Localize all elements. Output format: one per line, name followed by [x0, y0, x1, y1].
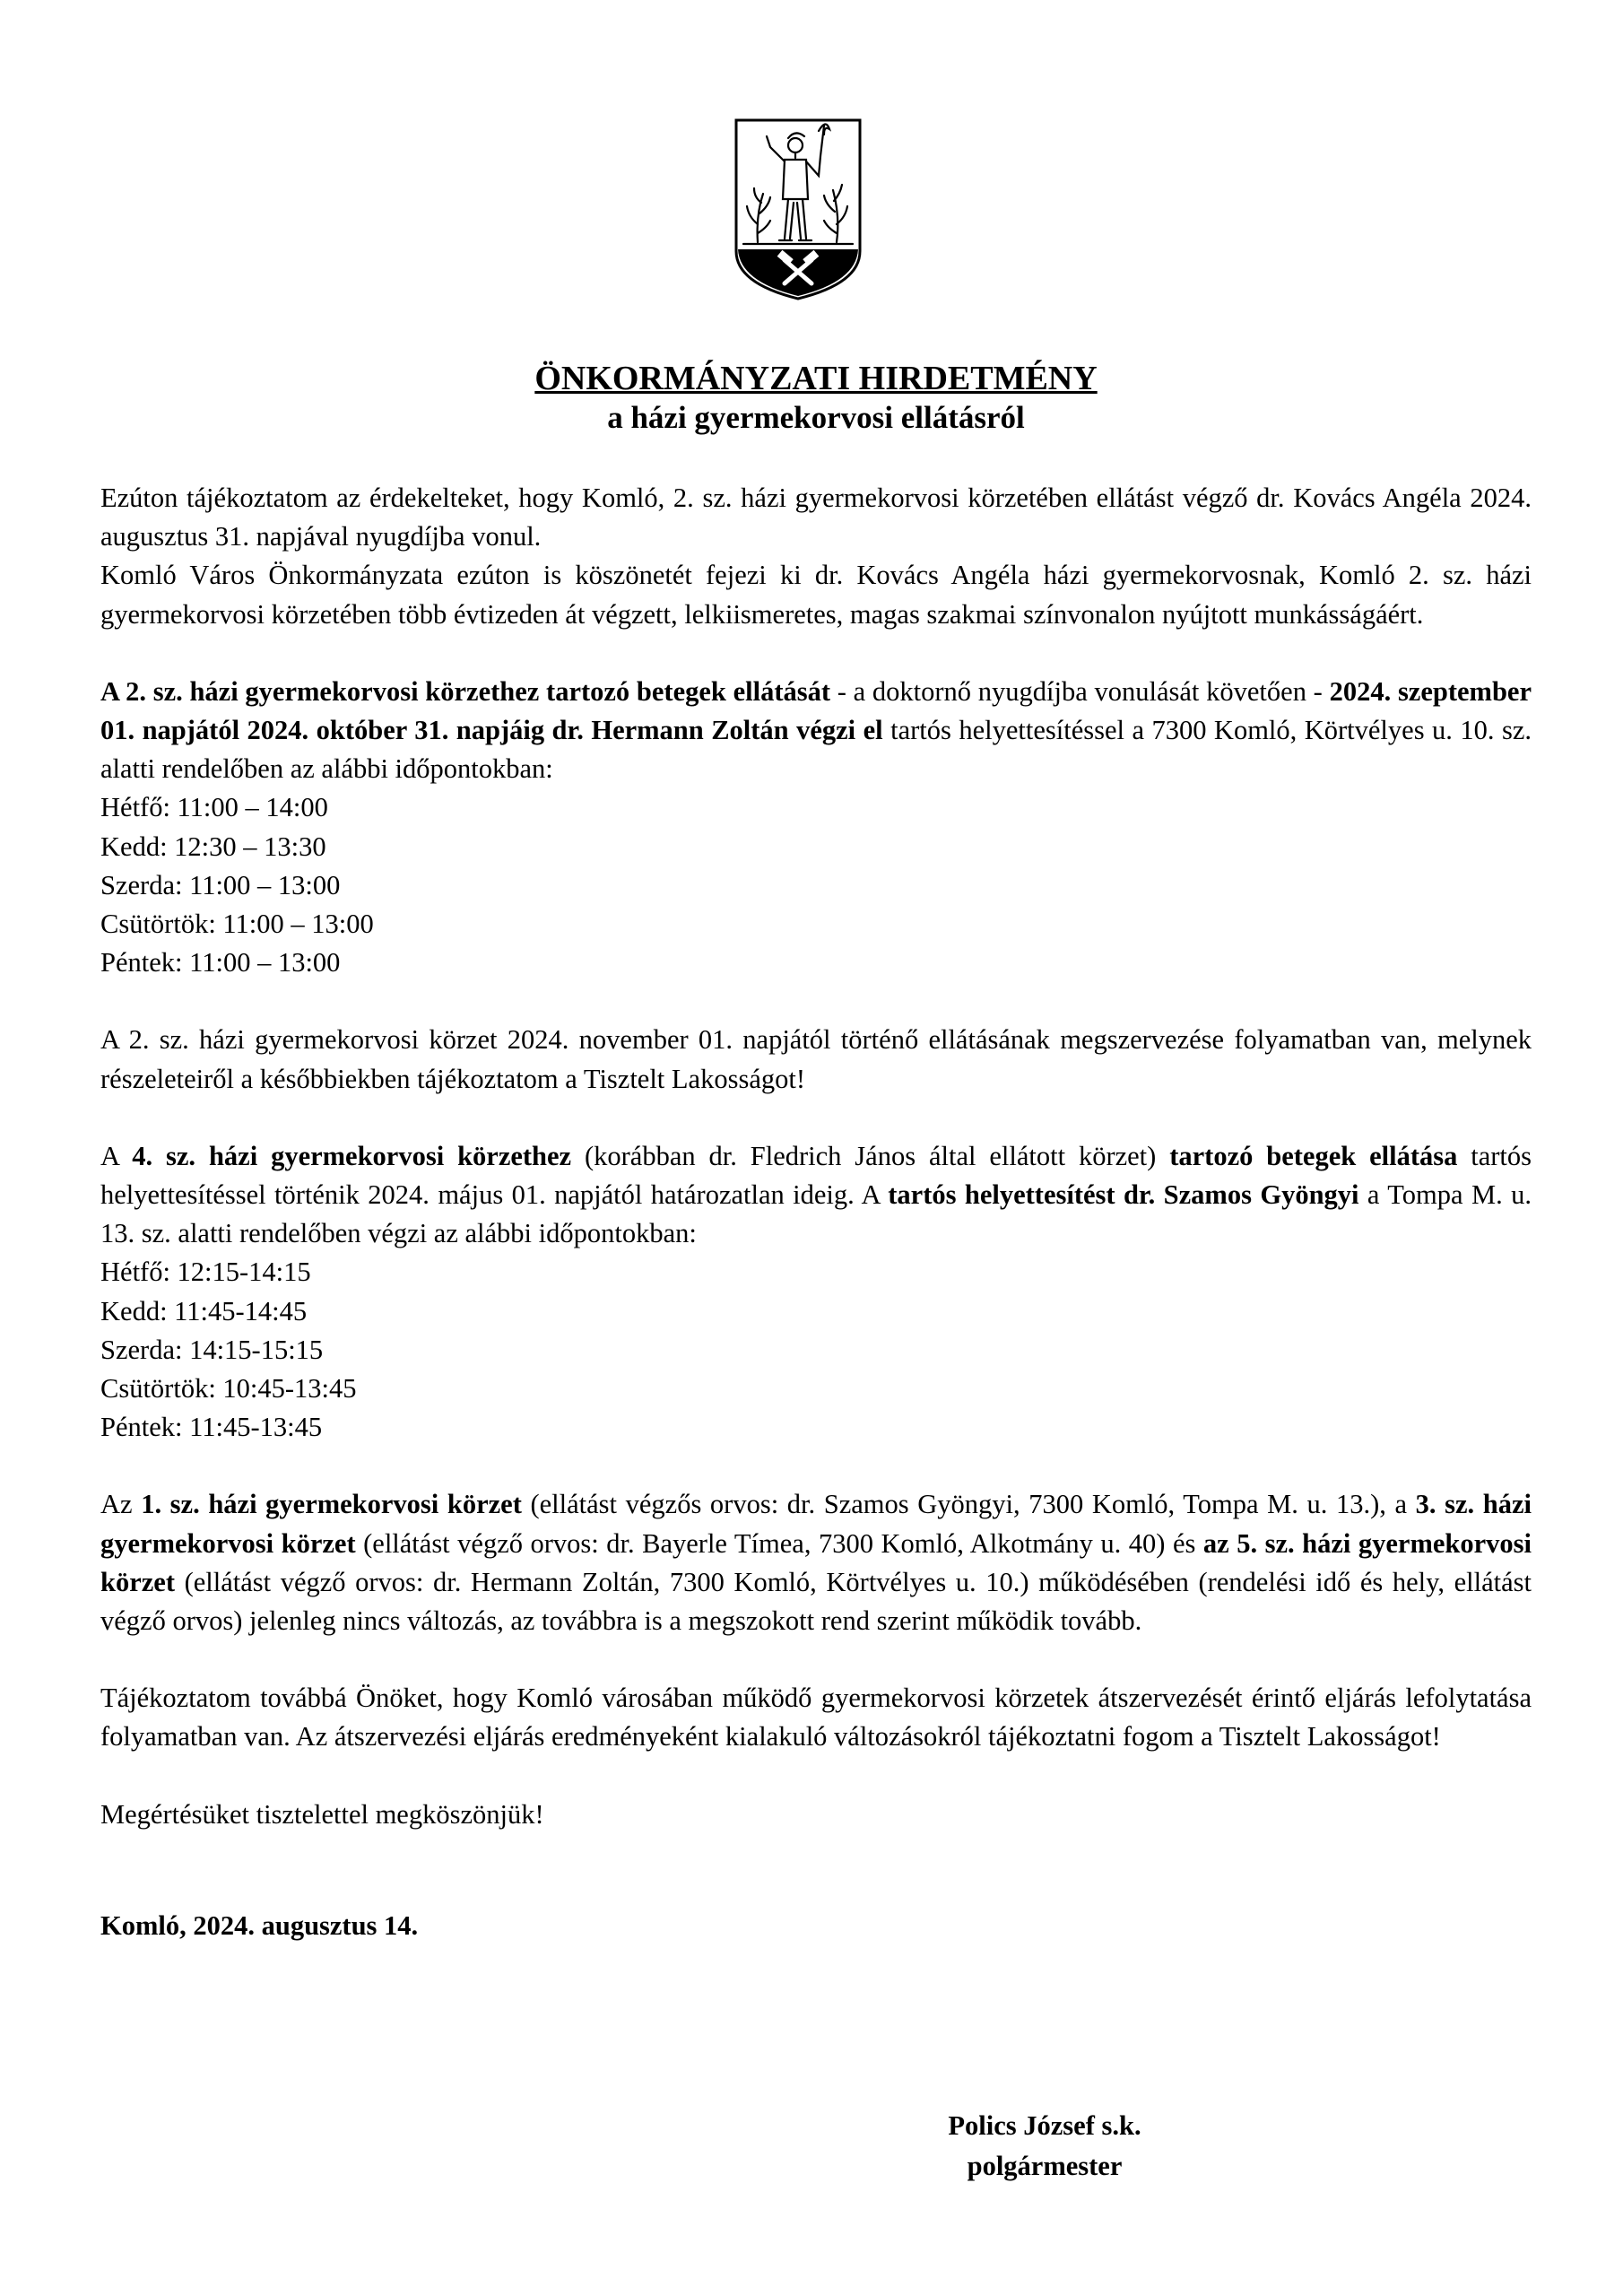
- schedule-row: Hétfő: 11:00 – 14:00: [100, 792, 328, 823]
- schedule-row: Péntek: 11:00 – 13:00: [100, 947, 341, 978]
- schedule-row: Csütörtök: 11:00 – 13:00: [100, 909, 374, 940]
- district-4-text: A 4. sz. házi gyermekorvosi körzethez (korábban dr. Fledrich János által ellátott körzet) tartozó betegek ellátása tartós helyettesítéssel történik 2024. május 01. napjától határozatlan ideig. A tartós helyettesítést dr. Szamos Gyöngyi a Tompa M. u. 13. sz. alatti rendelőben végzi az alábbi időpontokban:: [100, 1140, 1532, 1249]
- schedule-row: Csütörtök: 10:45-13:45: [100, 1373, 357, 1405]
- district-2-future-text: A 2. sz. házi gyermekorvosi körzet 2024. november 01. napjától történő ellátásának megszervezése folyamatban van, melynek részeleteiről a későbbiekben tájékoztatom a Tisztelt Lakosságot!: [100, 1024, 1532, 1094]
- page-subtitle: a házi gyermekorvosi ellátásról: [607, 400, 1025, 435]
- district-2-schedule: [100, 788, 1532, 982]
- district-4-schedule: [100, 1253, 1532, 1447]
- signatory-role: polgármester: [967, 2151, 1123, 2181]
- closing-text: Megértésüket tisztelettel megköszönjük!: [100, 1798, 544, 1830]
- paragraph-other-districts: [100, 1485, 1532, 1640]
- paragraph-reorganization: [100, 1679, 1532, 1756]
- schedule-row: Szerda: 14:15-15:15: [100, 1334, 324, 1365]
- district-2-text: A 2. sz. házi gyermekorvosi körzethez tartozó betegek ellátását - a doktornő nyugdíjba vonulását követően - 2024. szeptember 01. napjától 2024. október 31. napjáig dr. Hermann Zoltán végzi el tartós helyettesítéssel a 7300 Komló, Körtvélyes u. 10. sz. alatti rendelőben az alábbi időpontokban:: [100, 675, 1532, 785]
- paragraph-district-2-future: [100, 1021, 1532, 1098]
- retirement-notice: Ezúton tájékoztatom az érdekelteket, hogy Komló, 2. sz. házi gyermekorvosi körzetében ellátást végző dr. Kovács Angéla 2024. augusztus 31. napjával nyugdíjba vonul.: [100, 483, 1532, 552]
- place-and-date: Komló, 2024. augusztus 14.: [100, 1909, 419, 1941]
- page-title: ÖNKORMÁNYZATI HIRDETMÉNY: [534, 360, 1098, 397]
- schedule-row: Szerda: 11:00 – 13:00: [100, 869, 341, 900]
- paragraph-district-2: [100, 673, 1532, 983]
- document-body: [100, 359, 1532, 1945]
- paragraph-district-4: [100, 1137, 1532, 1448]
- schedule-row: Péntek: 11:45-13:45: [100, 1412, 323, 1443]
- signatory-name: Polics József s.k.: [948, 2110, 1141, 2141]
- schedule-row: Kedd: 11:45-14:45: [100, 1295, 308, 1326]
- thanks-text: Komló Város Önkormányzata ezúton is köszönetét fejezi ki dr. Kovács Angéla házi gyermekorvosnak, Komló 2. sz. házi gyermekorvosi körzetében több évtizeden át végzett, lelkiismeretes, magas szakmai színvonalon nyújtott munkásságáért.: [100, 560, 1532, 630]
- schedule-row: Kedd: 12:30 – 13:30: [100, 831, 326, 862]
- other-districts-text: Az 1. sz. házi gyermekorvosi körzet (ellátást végzős orvos: dr. Szamos Gyöngyi, 7300 Komló, Tompa M. u. 13.), a 3. sz. házi gyermekorvosi körzet (ellátást végző orvos: dr. Bayerle Tímea, 7300 Komló, Alkotmány u. 40) és az 5. sz. házi gyermekorvosi körzet (ellátást végző orvos: dr. Hermann Zoltán, 7300 Komló, Körtvélyes u. 10.) működésében (rendelési idő és hely, ellátást végző orvos) jelenleg nincs változás, az továbbra is a megszokott rend szerint működik tovább.: [100, 1489, 1532, 1637]
- komlo-coat-of-arms-icon: [731, 117, 865, 300]
- reorganization-text: Tájékoztatom továbbá Önöket, hogy Komló városában működő gyermekorvosi körzetek átszervezését érintő eljárás lefolytatása folyamatban van. Az átszervezési eljárás eredményeként kialakuló változásokról tájékoztatni fogom a Tisztelt Lakosságot!: [100, 1683, 1532, 1752]
- signature-block: [897, 2106, 1193, 2187]
- schedule-row: Hétfő: 12:15-14:15: [100, 1257, 311, 1288]
- paragraph-retirement: [100, 479, 1532, 634]
